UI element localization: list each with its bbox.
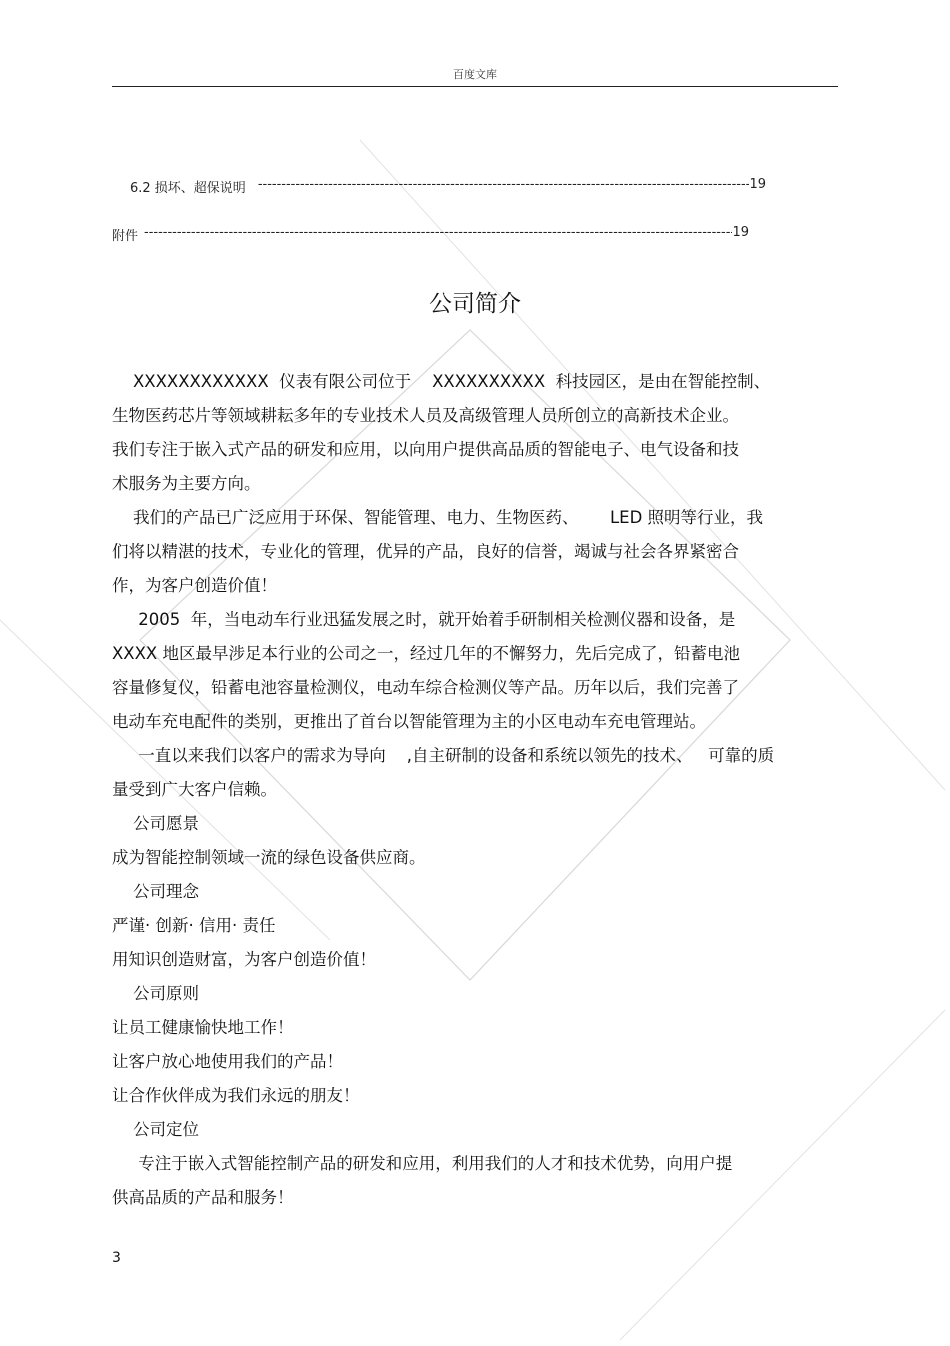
body-line: 生物医药芯片等领域耕耘多年的专业技术人员及高级管理人员所创立的高新技术企业。	[112, 406, 739, 425]
body-line: 公司原则	[112, 984, 199, 1003]
body-line: 让客户放心地使用我们的产品！	[112, 1052, 343, 1071]
toc-entry[interactable]	[112, 225, 749, 244]
body-line: 供高品质的产品和服务！	[112, 1188, 294, 1207]
body-line: 公司理念	[112, 882, 199, 901]
toc-entry[interactable]	[130, 177, 766, 196]
toc-leader	[258, 177, 750, 196]
body-line: XXXXXXXXXXXX 仪表有限公司位于 XXXXXXXXXX 科技园区，是由在智能控制、	[112, 372, 771, 391]
toc-page: 19	[749, 177, 766, 192]
body-line: 容量修复仪，铅蓄电池容量检测仪，电动车综合检测仪等产品。历年以后，我们完善了	[112, 678, 739, 697]
section-title: 公司简介	[429, 291, 521, 317]
body-line: 作，为客户创造价值！	[112, 576, 277, 595]
body-line: 让员工健康愉快地工作！	[112, 1018, 294, 1037]
body-line: 我们的产品已广泛应用于环保、智能管理、电力、生物医药、 LED 照明等行业，我	[112, 508, 764, 527]
body-line: 成为智能控制领域一流的绿色设备供应商。	[112, 848, 426, 867]
body-line: 一直以来我们以客户的需求为导向 ,自主研制的设备和系统以领先的技术、 可靠的质	[112, 746, 775, 765]
body-line: 我们专注于嵌入式产品的研发和应用，以向用户提供高品质的智能电子、电气设备和技	[112, 440, 739, 459]
body-line: 们将以精湛的技术，专业化的管理，优异的产品，良好的信誉，竭诚与社会各界紧密合	[112, 542, 739, 561]
toc-label: 附件	[112, 229, 139, 244]
body-line: 严谨· 创新· 信用· 责任	[112, 916, 276, 935]
body-line: XXXX 地区最早涉足本行业的公司之一，经过几年的不懈努力，先后完成了，铅蓄电池	[112, 644, 740, 663]
body-line: 用知识创造财富，为客户创造价值！	[112, 950, 376, 969]
body-line: 量受到广大客户信赖。	[112, 780, 277, 799]
body-line: 术服务为主要方向。	[112, 474, 261, 493]
body-line: 电动车充电配件的类别，更推出了首台以智能管理为主的小区电动车充电管理站。	[112, 712, 706, 731]
page-header: 百度文库	[453, 68, 497, 81]
toc-leader	[144, 225, 732, 244]
body-line: 让合作伙伴成为我们永远的朋友！	[112, 1086, 360, 1105]
toc-label: 6.2 损坏、超保说明	[130, 181, 246, 196]
body-line: 公司愿景	[112, 814, 199, 833]
body-line: 公司定位	[112, 1120, 199, 1139]
body-line: 专注于嵌入式智能控制产品的研发和应用，利用我们的人才和技术优势，向用户提	[112, 1154, 733, 1173]
body-line: 2005 年，当电动车行业迅猛发展之时，就开始着手研制相关检测仪器和设备，是	[112, 610, 736, 629]
page-number: 3	[112, 1250, 121, 1266]
toc-page: 19	[732, 225, 749, 240]
header-rule	[112, 86, 838, 87]
